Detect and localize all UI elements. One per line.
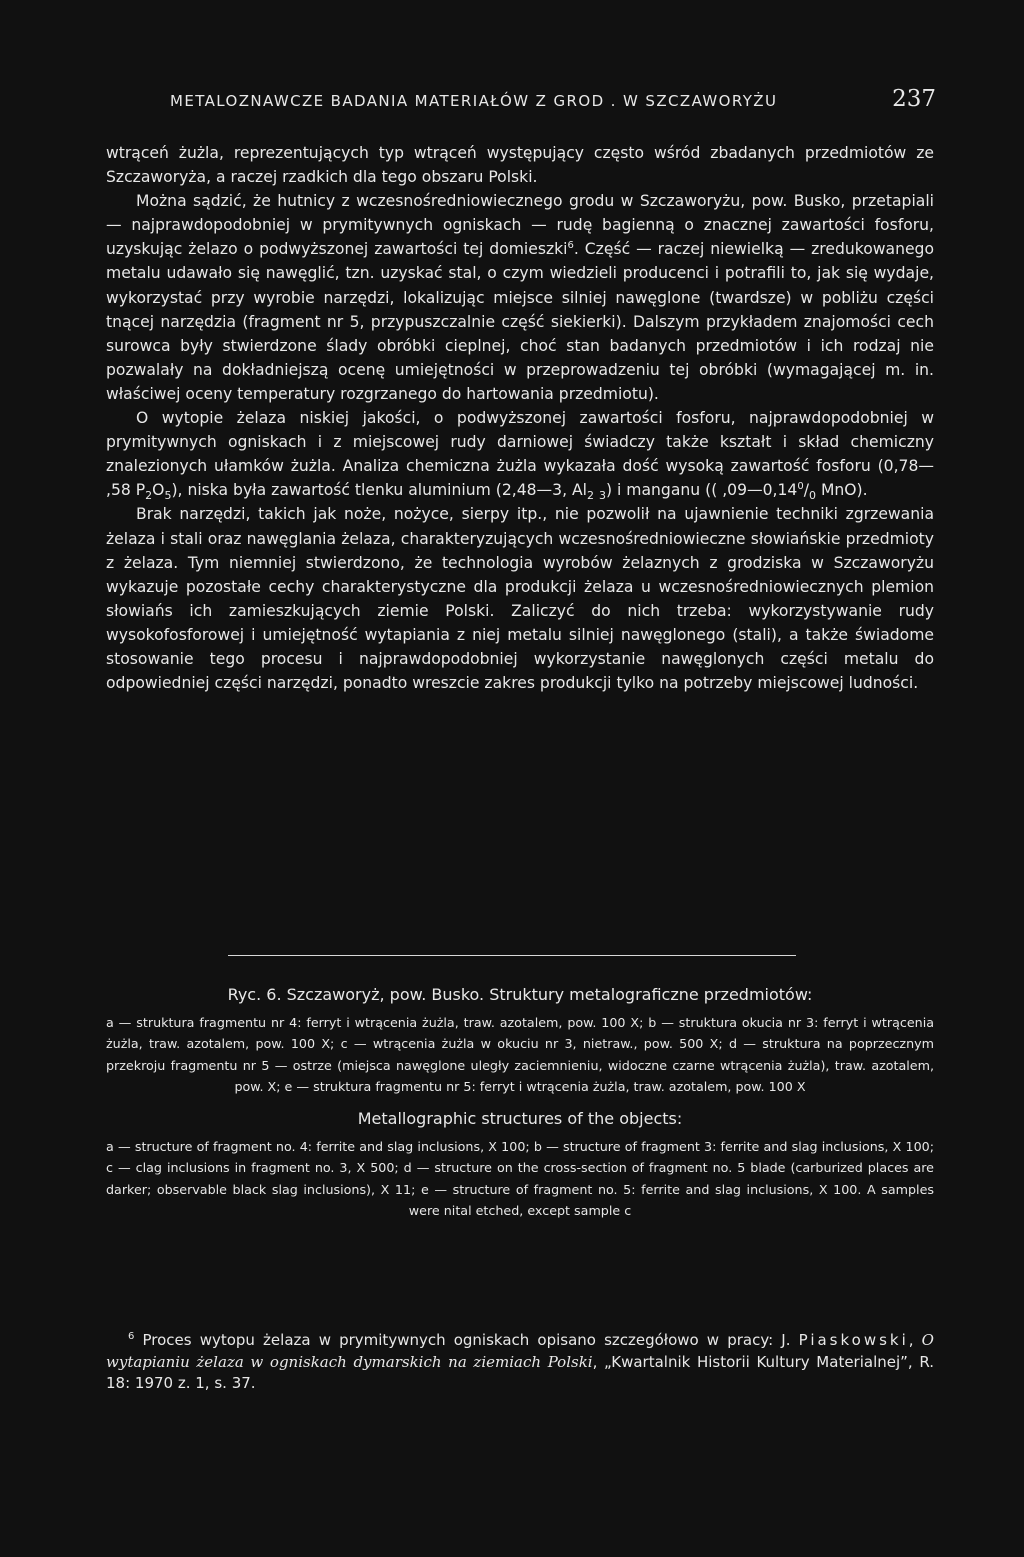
footnote-text-c: , „Kwartalnik Historii Kultury Materialnej”, R. 18: 1970 z. 1, s. 37.	[106, 1352, 934, 1392]
paragraph-4	[106, 502, 934, 695]
figure-caption	[106, 985, 934, 1221]
body-text	[106, 141, 934, 695]
caption-text-en: a — structure of fragment no. 4: ferrite and slag inclusions, X 100; b — structure of fragment 3: ferrite and slag inclusions, X 100; c — clag inclusions in fragment no. 3, X 500; d — structure on the cross-section of fragment no. 5 blade (carburized places are darker; observable black slag inclusions), X 11; e — structure of fragment no. 5: ferrite and slag inclusions, X 100. A samples were nital etched, except sample c	[106, 1139, 934, 1219]
paragraph-1	[106, 141, 934, 189]
page-number: 237	[892, 86, 936, 112]
paragraph-3-text-a: O wytopie żelaza niskiej jakości, o podwyższonej zawartości fosforu, najprawdopodobniej w prymitywnych ogniskach i z miejscowej rudy darniowej świadczy także kształt i skład chemiczny znalezionych ułamków żużla. Analiza chemiczna żużla wykazała dość wysoką zawartość fosforu (0,78— ,58 P	[106, 409, 934, 500]
running-head: METALOZNAWCZE BADANIA MATERIAŁÓW Z GROD . W SZCZAWORYŻU	[170, 92, 778, 110]
footnote-number: 6	[128, 1331, 135, 1342]
superscript: 0	[797, 481, 804, 493]
subscript: 2	[145, 489, 153, 503]
footnote	[106, 1330, 934, 1395]
paragraph-3-text-g: MnO).	[815, 481, 868, 500]
footnote-author: Piaskowski	[798, 1331, 909, 1349]
caption-title-en: Metallographic structures of the objects:	[357, 1109, 683, 1129]
section-divider	[228, 955, 796, 956]
footnote-ref: 6	[567, 240, 574, 252]
paragraph-3-text-c: ), niska była zawartość tlenku aluminium (2,48—3, Al	[171, 481, 587, 500]
paragraph-3-text-e: ) i manganu (( ,09—0,14	[605, 481, 798, 500]
caption-text-pl: a — struktura fragmentu nr 4: ferryt i wtrącenia żużla, traw. azotalem, pow. 100 X; b — struktura okucia nr 3: ferryt i wtrącenia żużla, traw. azotalem, pow. 100 X; c — wtrącenia żużla w okuciu nr 3, nietraw., pow. 500 X; d — struktura na poprzecznym przekroju fragmentu nr 5 — ostrze (miejsca nawęglone uległy zaciemnieniu, widoczne czarne wtrącenia żużla), traw. azotalem, pow. X; e — struktura fragmentu nr 5: ferryt i wtrącenia żużla, traw. azotalem, pow. 100 X	[106, 1015, 934, 1094]
caption-title-pl: Ryc. 6. Szczaworyż, pow. Busko. Struktury metalograficzne przedmiotów:	[227, 985, 813, 1004]
footnote-text-a: Proces wytopu żelaza w prymitywnych ogniskach opisano szczegółowo w pracy: J.	[142, 1331, 791, 1349]
subscript: 5	[164, 489, 172, 503]
footnote-text-b: ,	[908, 1331, 914, 1349]
paragraph-4-text: Brak narzędzi, takich jak noże, nożyce, sierpy itp., nie pozwolił na ujawnienie techniki zgrzewania żelaza i stali oraz nawęglania żelaza, charakteryzujących wczesnośredniowieczne słowiańskie przedmioty z żelaza. Tym niemniej stwierdzono, że technologia wyrobów żelaznych z grodziska w Szczaworyżu wykazuje pozostałe cechy charakterystyczne dla produkcji żelaza u wczesnośredniowiecznych plemion słowiańs ich zamieszkujących ziemie Polski. Zaliczyć do nich trzeba: wykorzystywanie rudy wysokofosforowej i umiejętność wytapiania z niej metalu silniej nawęglonego (stali), a także świadome stosowanie tego procesu i najprawdopodobniej wykorzystanie nawęglonych części metalu do odpowiedniej części narzędzi, ponadto wreszcie zakres produkcji tylko na potrzeby miejscowej ludności.	[106, 505, 934, 693]
subscript: 2	[587, 489, 594, 503]
footnote-title: O wytapianiu żelaza w ogniskach dymarskich na ziemiach Polski	[106, 1331, 934, 1371]
paragraph-2	[106, 189, 934, 406]
paragraph-2-text-a: Można sądzić, że hutnicy z wczesnośredniowiecznego grodu w Szczaworyżu, pow. Busko, przetapiali — najprawdopodobniej w prymitywnych ogniskach — rudę bagienną o znacznej zawartości fosforu, uzyskując żelazo o podwyższonej zawartości tej domieszki	[106, 192, 934, 259]
paragraph-3	[106, 406, 934, 502]
page-header	[170, 86, 936, 116]
subscript: 0	[808, 489, 816, 503]
paragraph-3-text-f: /	[803, 481, 809, 500]
paragraph-3-text-b: O	[152, 481, 165, 500]
subscript: 3	[598, 489, 606, 503]
paragraph-1-text: wtrąceń żużla, reprezentujących typ wtrąceń występujący często wśród zbadanych przedmiotów ze Szczaworyża, a raczej rzadkich dla tego obszaru Polski.	[106, 144, 934, 187]
paragraph-2-text-b: . Część — raczej niewielką — zredukowanego metalu udawało się nawęglić, tzn. uzyskać stal, o czym wiedzieli producenci i potrafili to, jak się wydaje, wykorzystać przy wyrobie narzędzi, lokalizując miejsce silniej nawęglone (twardsze) w pobliżu części tnącej narzędzia (fragment nr 5, przypuszczalnie część siekierki). Dalszym przykładem znajomości cech surowca były stwierdzone ślady obróbki cieplnej, choć stan badanych przedmiotów i ich rodzaj nie pozwalały na dokładniejszą ocenę umiejętności w przeprowadzeniu tej obróbki (wymagającej m. in. właściwej oceny temperatury rozgrzanego do hartowania przedmiotu).	[106, 240, 934, 403]
